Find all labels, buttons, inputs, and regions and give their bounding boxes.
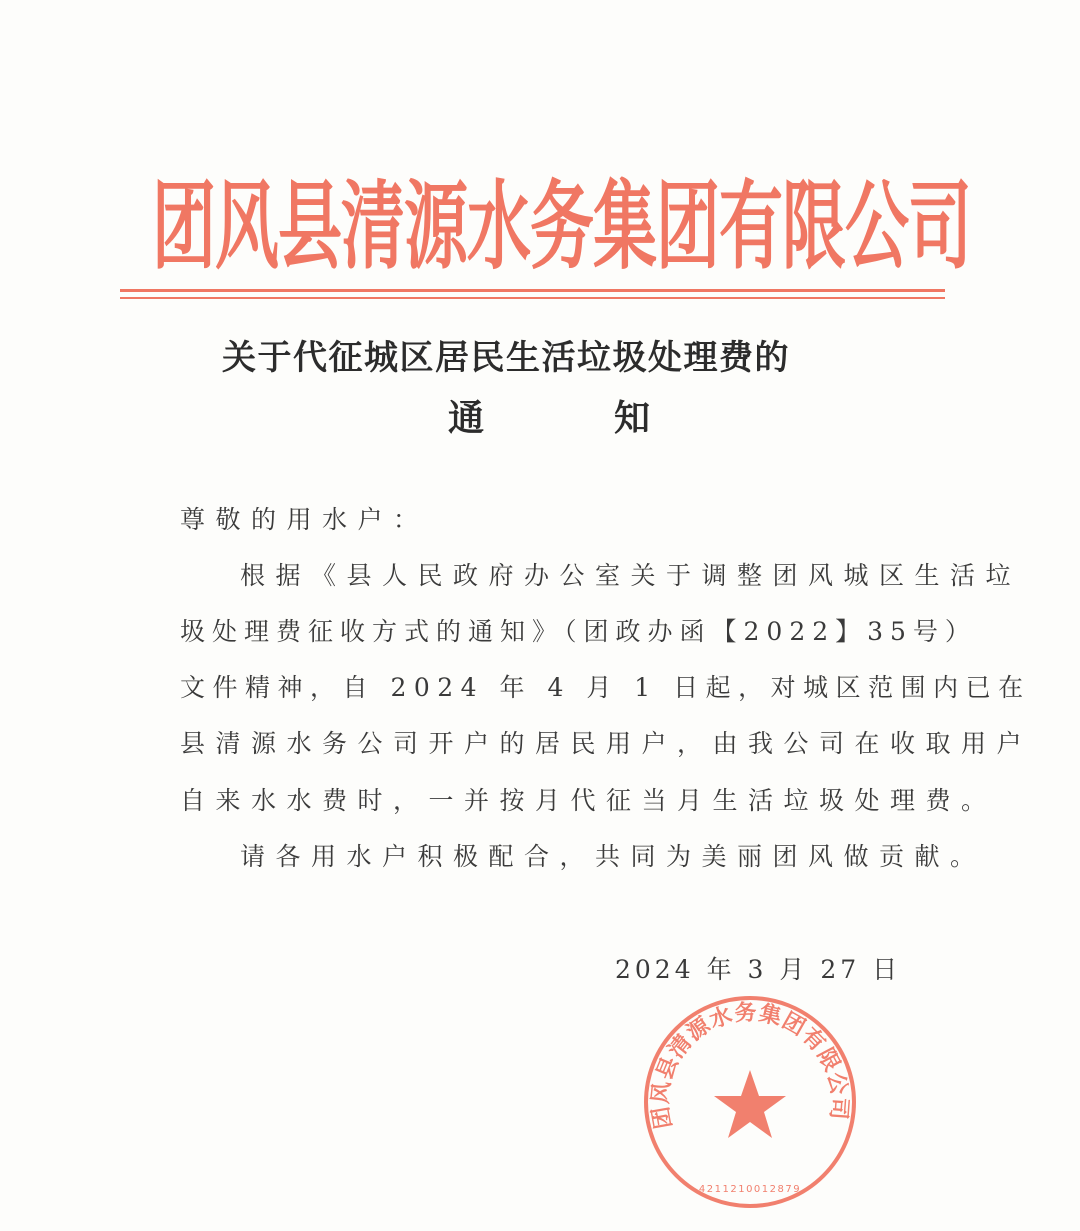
signature-date: 2024 年 3 月 27 日 — [615, 955, 902, 984]
letterhead-rule-thin — [120, 297, 945, 299]
star-icon — [714, 1070, 786, 1138]
body-line: 自来水水费时，一并按月代征当月生活垃圾处理费。 — [180, 786, 997, 815]
company-letterhead: 团风县清源水务集团有限公司 — [152, 172, 971, 284]
seal-name: 团风县清源水务集团有限公司 — [648, 1000, 852, 1131]
company-seal — [640, 992, 860, 1212]
seal-code: 4211210012879 — [698, 1184, 802, 1195]
body-line: 请各用水户积极配合，共同为美丽团风做贡献。 — [240, 842, 986, 871]
body-line: 县清源水务公司开户的居民用户，由我公司在收取用户 — [180, 729, 1033, 758]
body-line: 圾处理费征收方式的通知》（团政办函【2022】35号） — [180, 617, 977, 646]
body-line: 根据《县人民政府办公室关于调整团风城区生活垃 — [240, 561, 1022, 590]
notice-title-char-2: 知 — [614, 398, 651, 439]
letterhead-rule-thick — [120, 289, 945, 292]
notice-title-char-1: 通 — [448, 398, 485, 439]
body-line: 文件精神，自 2024 年 4 月 1 日起，对城区范围内已在 — [180, 673, 1031, 702]
salutation: 尊敬的用水户： — [180, 505, 429, 534]
notice-title: 关于代征城区居民生活垃圾处理费的 — [222, 338, 790, 378]
